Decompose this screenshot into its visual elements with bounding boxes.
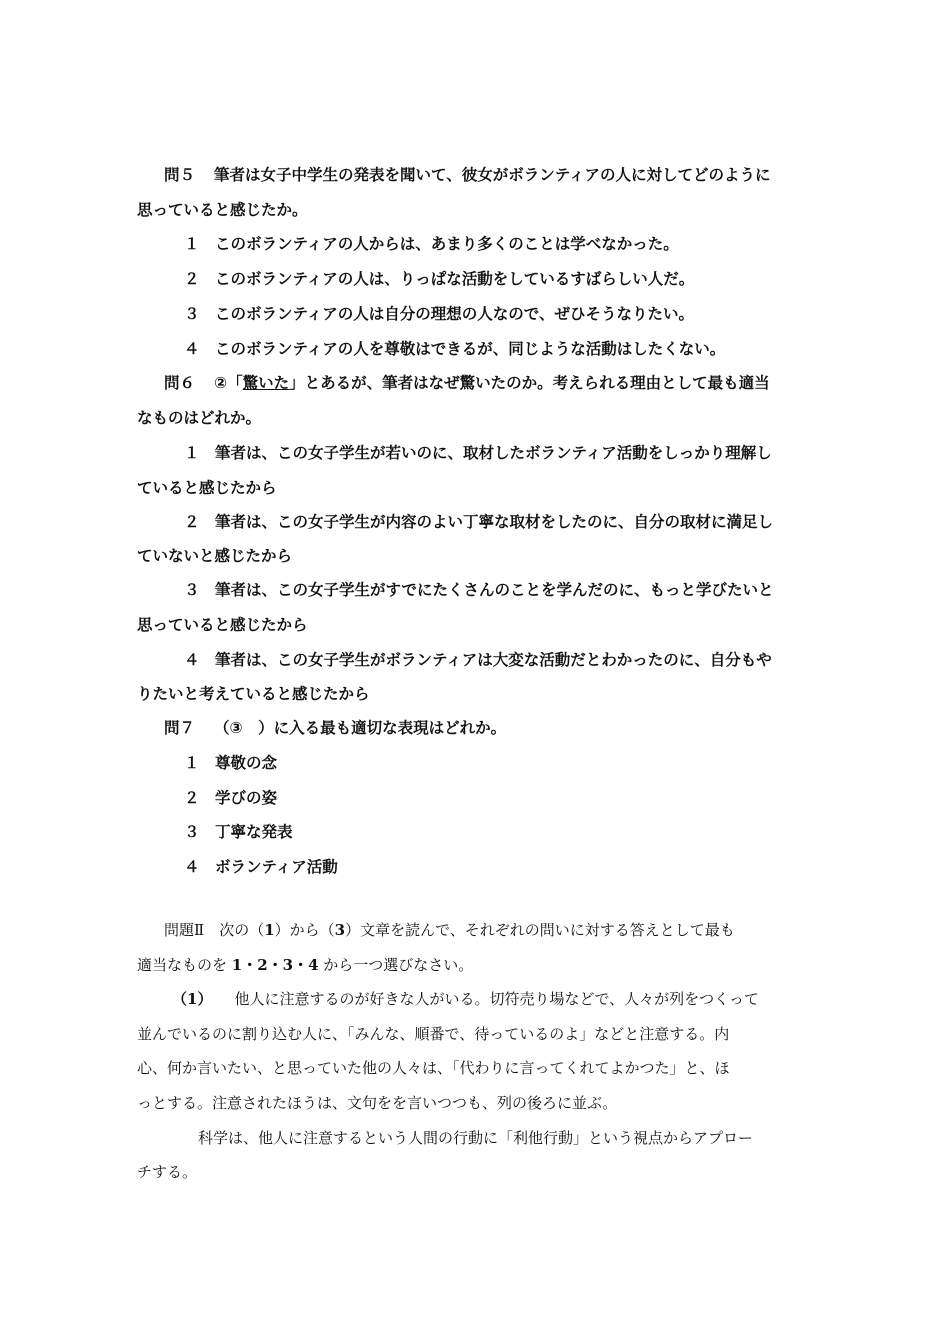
q7-option-4: ４ ボランティア活動 xyxy=(184,858,338,876)
q6-option-1: １ 筆者は、この女子学生が若いのに、取材したボランティア活動をしっかり理解し xyxy=(184,444,772,462)
problem2-instruction-line1: 問題Ⅱ 次の（1）から（3）文章を読んで、それぞれの問いに対する答えとして最も xyxy=(164,921,735,939)
q5-option-1: １ このボランティアの人からは、あまり多くのことは学べなかった。 xyxy=(184,235,679,253)
underlined-term: 驚いた xyxy=(242,374,290,392)
q7-option-3: ３ 丁寧な発表 xyxy=(184,823,293,841)
q6-option-1-cont: ていると感じたから xyxy=(137,479,277,497)
q5-option-4: ４ このボランティアの人を尊敬はできるが、同じような活動はしたくない。 xyxy=(184,340,726,358)
q6-label: 問６ xyxy=(164,374,196,392)
q5-stem-line1: 問５ 筆者は女子中学生の発表を聞いて、彼女がボランティアの人に対してどのように xyxy=(164,166,771,184)
q6-stem-line2: なものはどれか。 xyxy=(137,409,262,427)
passage1-line2: 並んでいるのに割り込む人に、「みんな、順番で、待っているのよ」などと注意する。内 xyxy=(137,1025,730,1043)
q7-option-2: ２ 学びの姿 xyxy=(184,789,278,807)
q6-stem-line1: 問６ ②「驚いた」とあるが、筆者はなぜ驚いたのか。考えられる理由として最も適当 xyxy=(164,374,770,392)
passage1-line4: っとする。注意されたほうは、文句をを言いつつも、列の後ろに並ぶ。 xyxy=(137,1094,618,1112)
q5-stem-line2: 思っていると感じたか。 xyxy=(137,201,308,219)
q5-option-2: ２ このボランティアの人は、りっぱな活動をしているすばらしい人だ。 xyxy=(184,270,695,288)
q6-option-2: ２ 筆者は、この女子学生が内容のよい丁寧な取材をしたのに、自分の取材に満足し xyxy=(184,513,774,531)
q6-option-3-cont: 思っていると感じたから xyxy=(137,616,308,634)
q5-option-3: ３ このボランティアの人は自分の理想の人なので、ぜひそうなりたい。 xyxy=(184,305,694,323)
passage1-line6: チする。 xyxy=(137,1163,198,1181)
passage1-line3: 心、何か言いたい、と思っていた他の人々は、「代わりに言ってくれてよかつた」と、ほ xyxy=(137,1059,730,1077)
problem2-instruction-line2: 適当なものを 1・2・3・4 から一つ選びなさい。 xyxy=(137,956,474,974)
q7-label: 問７ xyxy=(164,719,196,737)
q6-option-3: ３ 筆者は、この女子学生がすでにたくさんのことを学んだのに、もっと学びたいと xyxy=(184,581,774,599)
q5-label: 問５ xyxy=(164,166,196,184)
q6-option-2-cont: ていないと感じたから xyxy=(137,547,293,565)
q7-stem: 問７ （③ ）に入る最も適切な表現はどれか。 xyxy=(164,719,507,737)
passage1-line1: （1） 他人に注意するのが好きな人がいる。切符売り場などで、人々が列をつくって xyxy=(172,990,759,1008)
q6-option-4: ４ 筆者は、この女子学生がボランティアは大変な活動だとわかったのに、自分もや xyxy=(184,651,772,669)
q7-option-1: １ 尊敬の念 xyxy=(184,754,278,772)
q6-option-4-cont: りたいと考えていると感じたから xyxy=(137,685,370,703)
passage1-line5: 科学は、他人に注意するという人間の行動に「利他行動」という視点からアプロー xyxy=(198,1129,754,1147)
